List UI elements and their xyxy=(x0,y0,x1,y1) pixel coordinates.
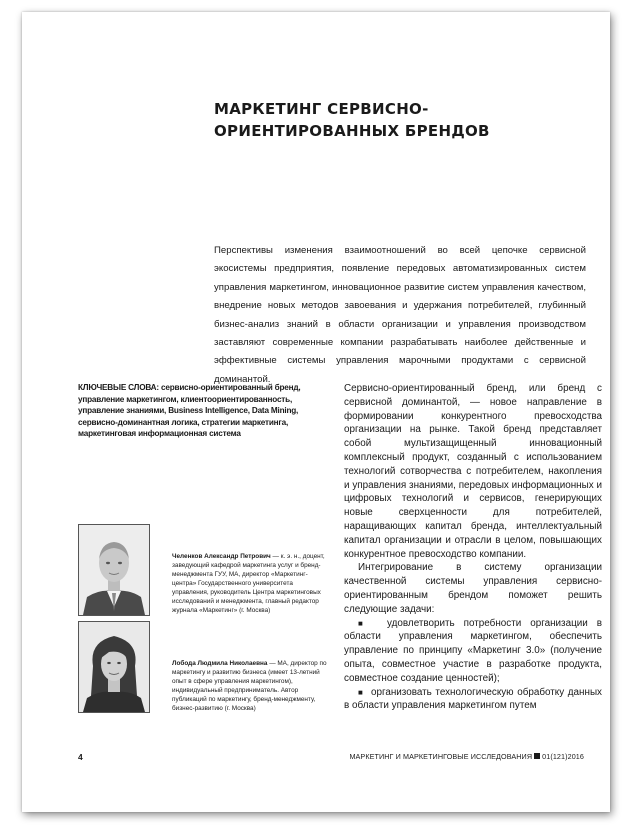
author-name: Челенков Александр Петрович xyxy=(172,553,271,560)
article-body xyxy=(344,382,602,713)
author-photo xyxy=(78,524,150,616)
article-lead: Перспективы изменения взаимоотношений во всей цепочке сервисной экосистемы предприятия, появление передовых автоматизированных систем управления маркетингом, инновационное развитие систем управления качеством, внедрение новых методов завоевания и удержания потребителей, глубинный бизнес-анализ знаний в области организации и управления производством заставляют современные компании разрабатывать наиболее действенные и эффективные системы управления марочными продуктами с сервисной доминантой. xyxy=(214,245,586,385)
bullet-item xyxy=(344,686,602,714)
page-number: 4 xyxy=(78,752,83,762)
square-bullet-icon: ■ xyxy=(358,618,370,628)
author-bio xyxy=(172,659,328,713)
journal-name: МАРКЕТИНГ И МАРКЕТИНГОВЫЕ ИССЛЕДОВАНИЯ xyxy=(349,752,533,761)
author-card xyxy=(78,621,327,712)
author-description: — к. э. н., доцент, заведующий кафедрой маркетинга услуг и бренд-менеджмента ГУУ, МА, директор «Маркетинг-центра» Государственного университета управления, руководитель Центра маркетинговых исследований и менеджмента, главный редактор журнала «Маркетинг» (г. Москва) xyxy=(172,553,325,614)
body-paragraph: Сервисно-ориентированный бренд, или бренд с сервисной доминантой, — новое направление в формировании конкурентного превосходства организации на рынке. Такой бренд представляет собой мультизащищенный инновационный комплексный продукт, созданный с использованием технологий сотворчества с потребителем, накопления и управления знаниями, передовых информационных и цифровых технологий и сервисов, генерирующих новые сверхценности для потребителей, наращивающих капитал бренда, интеллектуальный капитал организации и отрасли в целом, повышающих конкурентное превосходство компании. xyxy=(344,383,602,560)
body-paragraph: Интегрирование в систему организации качественной системы управления сервисно-ориентированным брендом поможет решить следующие задачи: xyxy=(344,562,602,615)
square-separator-icon xyxy=(534,753,540,759)
journal-footer xyxy=(349,752,584,761)
bullet-text: удовлетворить потребности организации в области управления маркетингом, обеспечить управление по принципу «Маркетинг 3.0» (получение опыта, совместное участие в разработке продукта, совместное создание ценностей); xyxy=(344,617,602,684)
keywords-list: сервисно-ориентированный бренд, управление маркетингом, клиентоориентированность, управление знаниями, Business Intelligence, Data Mining, сервисно-доминантная логика, стратегии маркетинга, маркетинговая информационная система xyxy=(78,383,301,439)
author-card xyxy=(78,524,324,614)
author-description: — МА, директор по маркетингу и развитию бизнеса (имеет 13-летний опыт в сфере управления маркетингом), индивидуальный предприниматель. Автор публикаций по маркетингу, бренд-менеджменту, бизнес-развитию (г. Москва) xyxy=(172,660,327,712)
keywords-label: КЛЮЧЕВЫЕ СЛОВА: xyxy=(78,383,159,392)
journal-page xyxy=(22,12,610,812)
article-title: МАРКЕТИНГ СЕРВИСНО-ОРИЕНТИРОВАННЫХ БРЕНДОВ xyxy=(214,100,490,140)
journal-issue: 01(121)2016 xyxy=(542,752,584,761)
keywords-block xyxy=(78,382,324,440)
square-bullet-icon: ■ xyxy=(358,687,364,697)
author-photo xyxy=(78,621,150,713)
author-bio xyxy=(172,552,328,615)
bullet-text: организовать технологическую обработку данных в области управления маркетингом путем xyxy=(344,686,602,712)
author-name: Лобода Людмила Николаевна xyxy=(172,660,268,667)
bullet-item xyxy=(344,617,602,686)
